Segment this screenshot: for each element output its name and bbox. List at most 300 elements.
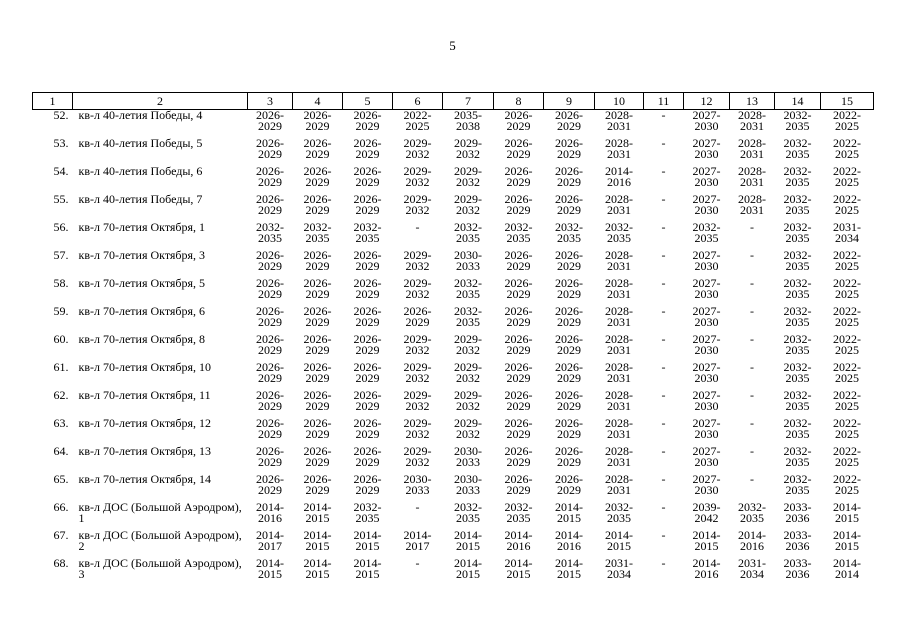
period-cell	[393, 502, 443, 530]
column-header: 7	[443, 93, 494, 110]
period-cell	[293, 110, 343, 139]
period-end: 2025	[835, 287, 859, 301]
period-end: 2035	[785, 427, 810, 441]
period-end: 2031	[607, 315, 631, 329]
period-end: 2029	[506, 315, 531, 329]
period-cell	[293, 250, 343, 278]
period-start: -	[415, 556, 420, 570]
table-row	[33, 194, 874, 222]
period-end: 2030	[694, 147, 719, 161]
period-start: 2027-	[692, 192, 721, 206]
period-start: 2032-	[783, 276, 812, 290]
period-end: 2035	[506, 511, 531, 525]
period-start: 2032-	[454, 304, 482, 318]
table-row	[33, 250, 874, 278]
period-cell	[248, 110, 293, 139]
period-cell	[821, 278, 874, 306]
period-start: 2026-	[555, 164, 583, 178]
period-end: 2029	[557, 203, 581, 217]
period-cell	[644, 138, 684, 166]
period-start: 2026-	[303, 444, 332, 458]
period-cell	[544, 474, 595, 502]
period-cell	[343, 362, 393, 390]
period-cell	[343, 110, 393, 139]
period-end: 2029	[305, 287, 330, 301]
period-cell	[293, 166, 343, 194]
period-start: 2014-	[256, 556, 284, 570]
period-end: 2035	[785, 175, 810, 189]
period-start: 2028-	[605, 304, 633, 318]
period-start: -	[750, 276, 754, 290]
row-number: 53.	[53, 136, 69, 150]
period-end: 2029	[557, 427, 581, 441]
period-start: 2026-	[256, 472, 284, 486]
period-start: -	[415, 220, 420, 234]
period-start: 2014-	[605, 528, 633, 542]
period-cell	[644, 194, 684, 222]
period-cell	[644, 334, 684, 362]
period-cell	[684, 110, 730, 139]
period-start: 2032-	[738, 500, 766, 514]
period-end: 2035	[785, 343, 810, 357]
period-cell	[730, 110, 775, 139]
period-end: 2032	[456, 399, 480, 413]
period-cell	[644, 502, 684, 530]
period-end: 2029	[557, 119, 581, 133]
period-cell	[443, 502, 494, 530]
period-end: 2029	[355, 427, 380, 441]
period-start: 2032-	[783, 332, 812, 346]
period-start: 2029-	[403, 248, 432, 262]
period-start: 2014-	[555, 556, 583, 570]
period-start: 2014-	[303, 556, 332, 570]
period-cell	[248, 250, 293, 278]
period-cell	[684, 166, 730, 194]
period-cell	[730, 334, 775, 362]
period-end: 2032	[456, 147, 480, 161]
period-cell	[644, 362, 684, 390]
period-end: 2029	[305, 427, 330, 441]
period-end: 2035	[694, 231, 719, 245]
period-start: 2032-	[783, 164, 812, 178]
period-end: 2015	[305, 567, 330, 581]
period-cell	[343, 390, 393, 418]
period-cell	[248, 390, 293, 418]
period-cell	[248, 278, 293, 306]
period-end: 2031	[740, 147, 764, 161]
period-cell	[544, 390, 595, 418]
period-end: 2029	[258, 483, 282, 497]
row-number: 56.	[53, 220, 69, 234]
period-end: 2029	[405, 315, 430, 329]
period-start: 2026-	[353, 108, 382, 122]
period-end: 2030	[694, 287, 719, 301]
period-end: 2035	[785, 287, 810, 301]
period-start: 2032-	[353, 220, 382, 234]
period-end: 2017	[258, 539, 282, 553]
period-end: 2015	[835, 511, 859, 525]
period-cell	[821, 474, 874, 502]
period-cell	[595, 194, 644, 222]
period-start: 2032-	[783, 136, 812, 150]
period-cell	[494, 362, 544, 390]
row-number: 54.	[53, 164, 69, 178]
period-end: 2025	[835, 147, 859, 161]
period-end: 2031	[607, 483, 631, 497]
period-cell	[595, 530, 644, 558]
table-row	[33, 166, 874, 194]
period-cell	[293, 362, 343, 390]
period-end: 2029	[557, 343, 581, 357]
period-cell	[343, 306, 393, 334]
period-end: 2032	[405, 399, 430, 413]
period-cell	[730, 306, 775, 334]
period-end: 2029	[305, 259, 330, 273]
period-cell	[821, 166, 874, 194]
period-cell	[544, 530, 595, 558]
period-cell	[684, 306, 730, 334]
period-start: 2026-	[353, 192, 382, 206]
period-start: 2026-	[303, 472, 332, 486]
period-start: 2029-	[403, 164, 432, 178]
period-start: 2029-	[454, 332, 482, 346]
period-end: 2029	[506, 399, 531, 413]
period-start: 2030-	[454, 248, 482, 262]
table-row	[33, 222, 874, 250]
period-end: 2032	[456, 175, 480, 189]
period-start: 2027-	[692, 472, 721, 486]
period-cell	[494, 110, 544, 139]
period-end: 2029	[506, 287, 531, 301]
period-start: 2029-	[454, 136, 482, 150]
period-cell	[343, 530, 393, 558]
address-cell: кв-л ДОС (Большой Аэродром), 2	[78, 528, 242, 553]
period-end: 2029	[557, 371, 581, 385]
period-cell	[343, 446, 393, 474]
period-start: 2022-	[833, 136, 861, 150]
period-start: 2022-	[833, 332, 861, 346]
period-cell	[821, 306, 874, 334]
row-number: 59.	[53, 304, 69, 318]
period-cell	[393, 166, 443, 194]
period-cell	[644, 474, 684, 502]
period-cell	[775, 502, 821, 530]
period-cell	[393, 530, 443, 558]
period-start: 2026-	[256, 248, 284, 262]
period-start: 2014-	[605, 164, 633, 178]
period-end: 2015	[835, 539, 859, 553]
period-start: 2030-	[454, 472, 482, 486]
period-end: 2035	[785, 231, 810, 245]
period-cell	[730, 446, 775, 474]
column-header: 10	[595, 93, 644, 110]
period-start: 2026-	[353, 444, 382, 458]
period-end: 2029	[355, 287, 380, 301]
period-end: 2029	[258, 427, 282, 441]
period-cell	[775, 222, 821, 250]
period-end: 2032	[456, 427, 480, 441]
period-start: -	[661, 500, 666, 514]
period-start: 2026-	[303, 108, 332, 122]
period-end: 2025	[835, 175, 859, 189]
period-end: 2029	[557, 287, 581, 301]
period-cell	[684, 502, 730, 530]
period-cell	[595, 138, 644, 166]
period-cell	[443, 558, 494, 586]
header-row	[33, 93, 874, 110]
period-start: 2022-	[403, 108, 432, 122]
period-cell	[443, 306, 494, 334]
period-cell	[443, 334, 494, 362]
period-cell	[343, 166, 393, 194]
period-end: 2031	[607, 343, 631, 357]
period-start: 2026-	[555, 444, 583, 458]
table-row	[33, 502, 874, 530]
period-end: 2025	[835, 427, 859, 441]
period-end: 2029	[258, 203, 282, 217]
period-end: 2025	[835, 483, 859, 497]
period-cell	[595, 446, 644, 474]
period-end: 2015	[355, 539, 380, 553]
address-cell: кв-л 70-летия Октября, 10	[78, 360, 212, 374]
period-start: 2032-	[783, 304, 812, 318]
period-start: 2026-	[353, 136, 382, 150]
period-start: 2026-	[303, 276, 332, 290]
period-end: 2029	[506, 483, 531, 497]
period-cell	[494, 138, 544, 166]
period-cell	[644, 418, 684, 446]
period-end: 2025	[835, 203, 859, 217]
period-cell	[595, 390, 644, 418]
period-end: 2029	[506, 203, 531, 217]
period-cell	[821, 418, 874, 446]
period-cell	[443, 194, 494, 222]
period-end: 2015	[456, 567, 480, 581]
table-row	[33, 418, 874, 446]
period-start: 2014-	[738, 528, 766, 542]
period-cell	[544, 362, 595, 390]
period-cell	[544, 278, 595, 306]
period-start: -	[750, 360, 754, 374]
period-start: -	[661, 472, 666, 486]
period-start: 2026-	[504, 164, 533, 178]
row-number: 52.	[53, 108, 69, 122]
period-start: -	[750, 416, 754, 430]
period-end: 2029	[506, 175, 531, 189]
period-end: 2015	[557, 511, 581, 525]
period-end: 2015	[355, 567, 380, 581]
period-start: 2026-	[504, 444, 533, 458]
period-start: 2026-	[303, 164, 332, 178]
period-end: 2025	[835, 315, 859, 329]
period-end: 2029	[506, 455, 531, 469]
table-row	[33, 362, 874, 390]
period-start: 2026-	[504, 108, 533, 122]
period-end: 2029	[355, 371, 380, 385]
period-end: 2029	[258, 119, 282, 133]
period-end: 2029	[258, 371, 282, 385]
period-start: 2029-	[403, 136, 432, 150]
period-cell	[494, 194, 544, 222]
period-start: -	[661, 192, 666, 206]
period-start: 2029-	[403, 444, 432, 458]
period-start: 2032-	[454, 220, 482, 234]
period-start: 2026-	[353, 164, 382, 178]
period-end: 2029	[506, 147, 531, 161]
period-end: 2030	[694, 455, 719, 469]
period-cell	[393, 446, 443, 474]
period-end: 2035	[456, 231, 480, 245]
period-end: 2032	[456, 371, 480, 385]
period-start: 2027-	[692, 388, 721, 402]
period-end: 2031	[607, 427, 631, 441]
period-start: 2026-	[504, 192, 533, 206]
period-start: 2026-	[353, 332, 382, 346]
period-end: 2015	[557, 567, 581, 581]
period-cell	[821, 446, 874, 474]
period-start: -	[661, 332, 666, 346]
period-start: 2033-	[783, 528, 812, 542]
period-cell	[248, 166, 293, 194]
period-end: 2029	[355, 147, 380, 161]
period-end: 2016	[506, 539, 531, 553]
period-start: 2032-	[605, 220, 633, 234]
period-end: 2035	[607, 511, 631, 525]
period-cell	[248, 138, 293, 166]
period-cell	[494, 278, 544, 306]
period-start: 2028-	[738, 136, 766, 150]
period-end: 2030	[694, 119, 719, 133]
period-start: 2035-	[454, 108, 482, 122]
period-cell	[494, 166, 544, 194]
period-end: 2016	[607, 175, 631, 189]
period-start: 2022-	[833, 164, 861, 178]
period-cell	[343, 418, 393, 446]
period-end: 2034	[607, 567, 631, 581]
period-cell	[821, 530, 874, 558]
period-end: 2030	[694, 259, 719, 273]
period-start: 2026-	[303, 416, 332, 430]
period-cell	[730, 166, 775, 194]
period-cell	[443, 250, 494, 278]
period-end: 2025	[835, 455, 859, 469]
row-number: 57.	[53, 248, 69, 262]
period-start: 2032-	[504, 220, 533, 234]
period-start: -	[750, 388, 754, 402]
period-end: 2031	[607, 455, 631, 469]
schedule-table	[32, 92, 874, 586]
period-start: 2022-	[833, 444, 861, 458]
period-cell	[343, 138, 393, 166]
period-start: 2014-	[555, 528, 583, 542]
address-cell: кв-л 40-летия Победы, 6	[78, 164, 203, 178]
period-start: 2014-	[454, 556, 482, 570]
period-start: -	[661, 136, 666, 150]
address-cell: кв-л ДОС (Большой Аэродром), 3	[78, 556, 242, 581]
period-cell	[544, 194, 595, 222]
period-cell	[595, 502, 644, 530]
period-start: 2014-	[833, 556, 861, 570]
table-row	[33, 530, 874, 558]
period-cell	[494, 390, 544, 418]
period-cell	[393, 222, 443, 250]
period-start: 2032-	[783, 444, 812, 458]
period-start: 2014-	[403, 528, 432, 542]
period-cell	[494, 222, 544, 250]
period-cell	[775, 306, 821, 334]
period-start: -	[661, 388, 666, 402]
period-cell	[494, 418, 544, 446]
period-cell	[595, 250, 644, 278]
period-start: 2026-	[256, 164, 284, 178]
row-number: 55.	[53, 192, 69, 206]
period-end: 2032	[405, 343, 430, 357]
period-end: 2025	[835, 343, 859, 357]
period-cell	[293, 446, 343, 474]
period-end: 2035	[785, 455, 810, 469]
period-cell	[393, 558, 443, 586]
period-cell	[293, 222, 343, 250]
period-start: 2032-	[256, 220, 284, 234]
period-start: 2028-	[605, 360, 633, 374]
period-start: 2014-	[833, 528, 861, 542]
period-cell	[248, 530, 293, 558]
period-start: -	[661, 220, 666, 234]
period-start: 2026-	[555, 276, 583, 290]
period-end: 2029	[258, 175, 282, 189]
period-end: 2031	[607, 399, 631, 413]
period-start: 2014-	[555, 500, 583, 514]
period-cell	[544, 138, 595, 166]
period-end: 2029	[305, 371, 330, 385]
period-end: 2025	[835, 399, 859, 413]
period-cell	[293, 306, 343, 334]
column-header: 5	[343, 93, 393, 110]
column-header: 1	[33, 93, 73, 110]
period-start: 2032-	[504, 500, 533, 514]
period-cell	[248, 446, 293, 474]
period-start: 2027-	[692, 332, 721, 346]
table-row	[33, 306, 874, 334]
period-start: 2032-	[783, 220, 812, 234]
period-start: 2014-	[256, 500, 284, 514]
page-number: 5	[449, 38, 456, 53]
period-end: 2035	[557, 231, 581, 245]
period-cell	[821, 334, 874, 362]
period-start: 2032-	[454, 276, 482, 290]
period-cell	[821, 138, 874, 166]
period-start: 2029-	[403, 388, 432, 402]
period-end: 2029	[305, 343, 330, 357]
period-cell	[293, 474, 343, 502]
period-cell	[393, 418, 443, 446]
period-end: 2029	[557, 399, 581, 413]
period-start: 2026-	[303, 332, 332, 346]
period-cell	[494, 558, 544, 586]
period-end: 2030	[694, 483, 719, 497]
period-cell	[595, 334, 644, 362]
period-start: 2026-	[303, 136, 332, 150]
period-end: 2033	[456, 259, 480, 273]
period-cell	[821, 250, 874, 278]
period-end: 2029	[305, 399, 330, 413]
period-cell	[393, 194, 443, 222]
period-start: 2027-	[692, 248, 721, 262]
period-end: 2029	[305, 119, 330, 133]
period-end: 2035	[258, 231, 282, 245]
period-cell	[775, 194, 821, 222]
period-start: 2026-	[303, 192, 332, 206]
